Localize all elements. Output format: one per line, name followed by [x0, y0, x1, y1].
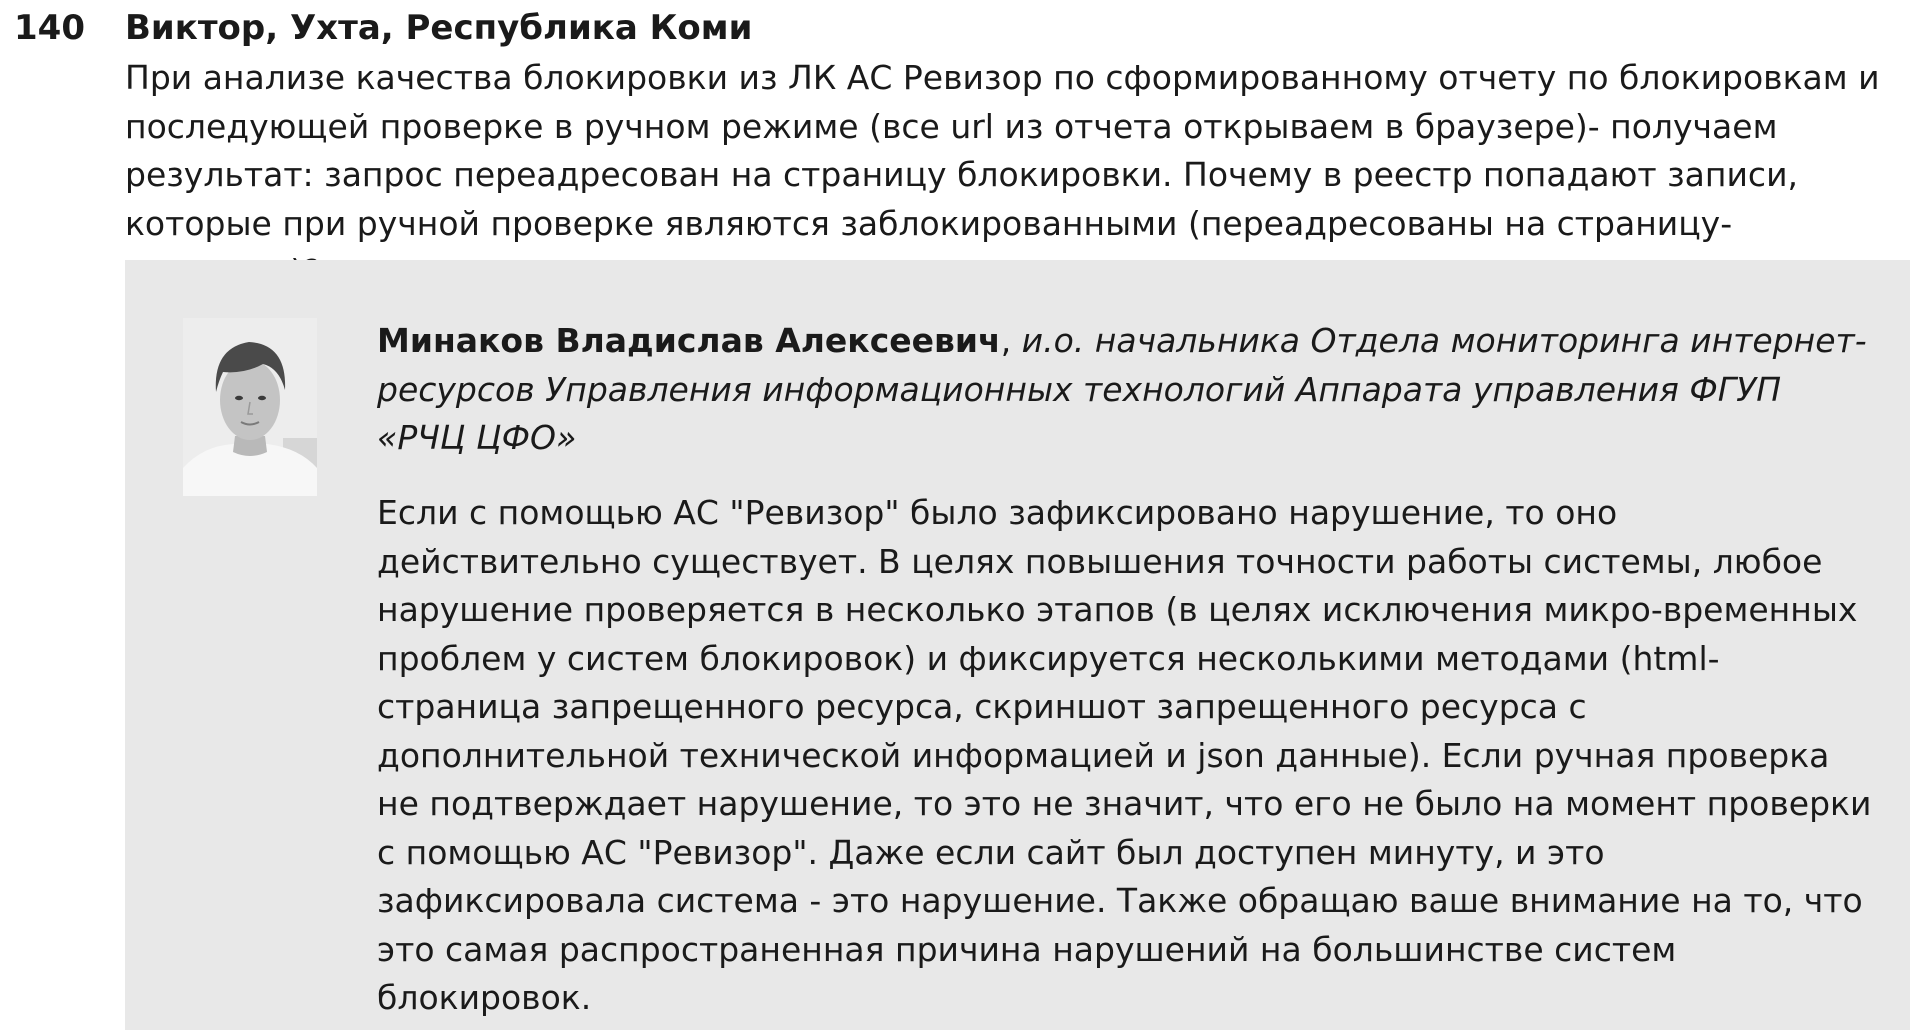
answer-text: Если с помощью АС "Ревизор" было зафиксировано нарушение, то оно действительно существует. В целях повышения точности работы системы, любое нарушение проверяется в несколько этапов (в целях исключения микро-временных проблем у систем блокировок) и фиксируется несколькими методами (html-страница запрещенного ресурса, скриншот запрещенного ресурса с дополнительной технической информацией и json данные). Если ручная проверка не подтверждает нарушение, то это не значит, что его не было на момент проверки с помощью АС "Ревизор". Даже если сайт был доступен минуту, и это зафиксировала система - это нарушение. Также обращаю ваше внимание на то, что это самая распространенная причина нарушений на большинстве систем блокировок. — [377, 493, 1872, 1017]
responder-credit — [377, 317, 1867, 463]
responder-separator: , — [1000, 321, 1022, 360]
responder-title: и.о. начальника Отдела мониторинга интернет-ресурсов Управления информационных технологий Аппарата управления ФГУП «РЧЦ ЦФО» — [377, 321, 1867, 457]
question-number: 140 — [14, 8, 85, 48]
responder-photo — [183, 318, 317, 496]
answer-box — [125, 260, 1910, 1030]
question-text: При анализе качества блокировки из ЛК АС Ревизор по сформированному отчету по блокировкам и последующей проверке в ручном режиме (все url из отчета открываем в браузере)- получаем результат: запрос переадресован на страницу блокировки. Почему в реестр попадают записи, которые при ручной проверке являются заблокированными (переадресованы на страницу- — [125, 58, 1880, 243]
responder-name: Минаков Владислав Алексеевич — [377, 321, 1001, 360]
question-author: Виктор, Ухта, Республика Коми — [125, 8, 753, 48]
